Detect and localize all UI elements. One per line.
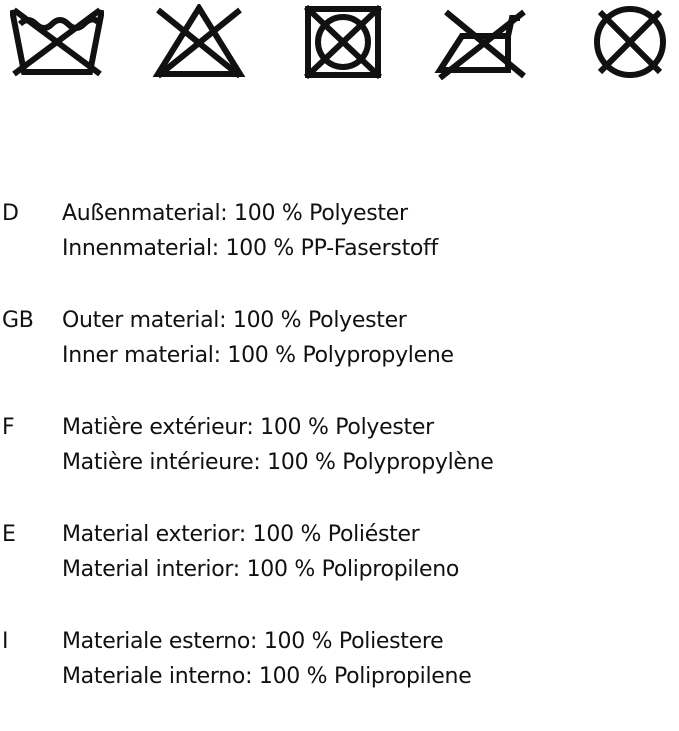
language-code: I (2, 629, 9, 654)
inner-material: Innenmaterial: 100 % PP-Faserstoff (62, 236, 438, 261)
language-code: E (2, 522, 16, 547)
do-not-tumble-dry-icon (300, 4, 394, 80)
outer-material: Materiale esterno: 100 % Poliestere (62, 629, 444, 654)
care-symbols-row (0, 0, 679, 90)
language-block-gb (0, 303, 679, 410)
outer-material: Matière extérieur: 100 % Polyester (62, 415, 434, 440)
language-block-d (0, 196, 679, 303)
material-composition-list (0, 196, 679, 731)
do-not-dry-clean-icon (586, 4, 679, 80)
material-lines (62, 517, 672, 587)
language-code: F (2, 415, 15, 440)
outer-material: Material exterior: 100 % Poliéster (62, 522, 420, 547)
language-code: GB (2, 308, 34, 333)
outer-material: Außenmaterial: 100 % Polyester (62, 201, 408, 226)
language-block-e (0, 517, 679, 624)
inner-material: Material interior: 100 % Polipropileno (62, 557, 460, 582)
language-block-f (0, 410, 679, 517)
material-lines (62, 410, 672, 480)
inner-material: Inner material: 100 % Polypropylene (62, 343, 454, 368)
outer-material: Outer material: 100 % Polyester (62, 308, 407, 333)
language-block-i (0, 624, 679, 731)
material-lines (62, 303, 672, 373)
language-code: D (2, 201, 19, 226)
do-not-bleach-icon (152, 4, 246, 80)
do-not-wash-icon (10, 4, 104, 80)
do-not-iron-icon (432, 4, 526, 80)
material-lines (62, 196, 672, 266)
material-lines (62, 624, 672, 694)
inner-material: Matière intérieure: 100 % Polypropylène (62, 450, 494, 475)
inner-material: Materiale interno: 100 % Polipropilene (62, 664, 472, 689)
